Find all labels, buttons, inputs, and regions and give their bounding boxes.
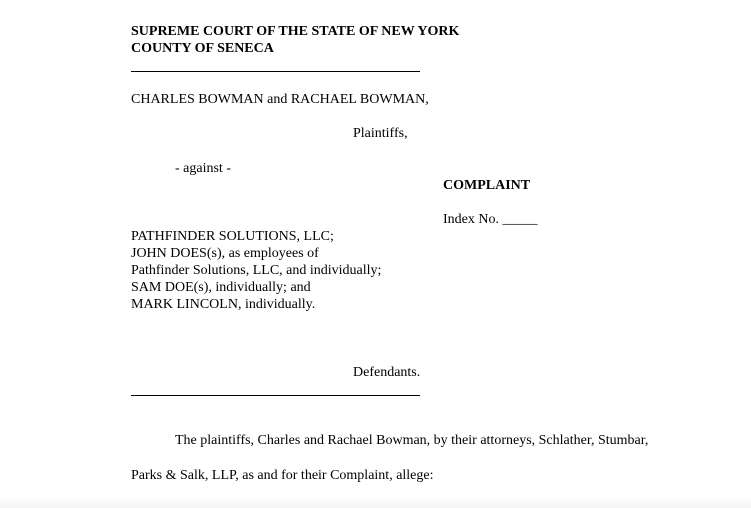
body-paragraph-line-2: Parks & Salk, LLP, as and for their Complaint, allege:: [131, 468, 434, 483]
plaintiffs-label: Plaintiffs,: [353, 126, 408, 141]
defendants-label: Defendants.: [353, 365, 421, 380]
defendant-line: JOHN DOES(s), as employees of: [131, 246, 319, 261]
court-name: SUPREME COURT OF THE STATE OF NEW YORK: [131, 24, 460, 39]
caption-top-rule: [131, 71, 420, 72]
defendants-list: [131, 228, 381, 313]
body-paragraph-line-1: The plaintiffs, Charles and Rachael Bowman, by their attorneys, Schlather, Stumbar,: [175, 433, 649, 448]
page-bottom-shade: [0, 498, 751, 508]
defendant-line: PATHFINDER SOLUTIONS, LLC;: [131, 229, 334, 244]
defendant-line: MARK LINCOLN, individually.: [131, 297, 316, 312]
against-label: - against -: [175, 161, 231, 176]
defendant-line: SAM DOE(s), individually; and: [131, 280, 311, 295]
defendant-line: Pathfinder Solutions, LLC, and individually;: [131, 263, 382, 278]
plaintiffs-names: CHARLES BOWMAN and RACHAEL BOWMAN,: [131, 92, 429, 107]
caption-bottom-rule: [131, 395, 420, 396]
document-title: COMPLAINT: [443, 178, 531, 193]
county-name: COUNTY OF SENECA: [131, 41, 274, 56]
index-number: Index No. _____: [443, 212, 538, 227]
